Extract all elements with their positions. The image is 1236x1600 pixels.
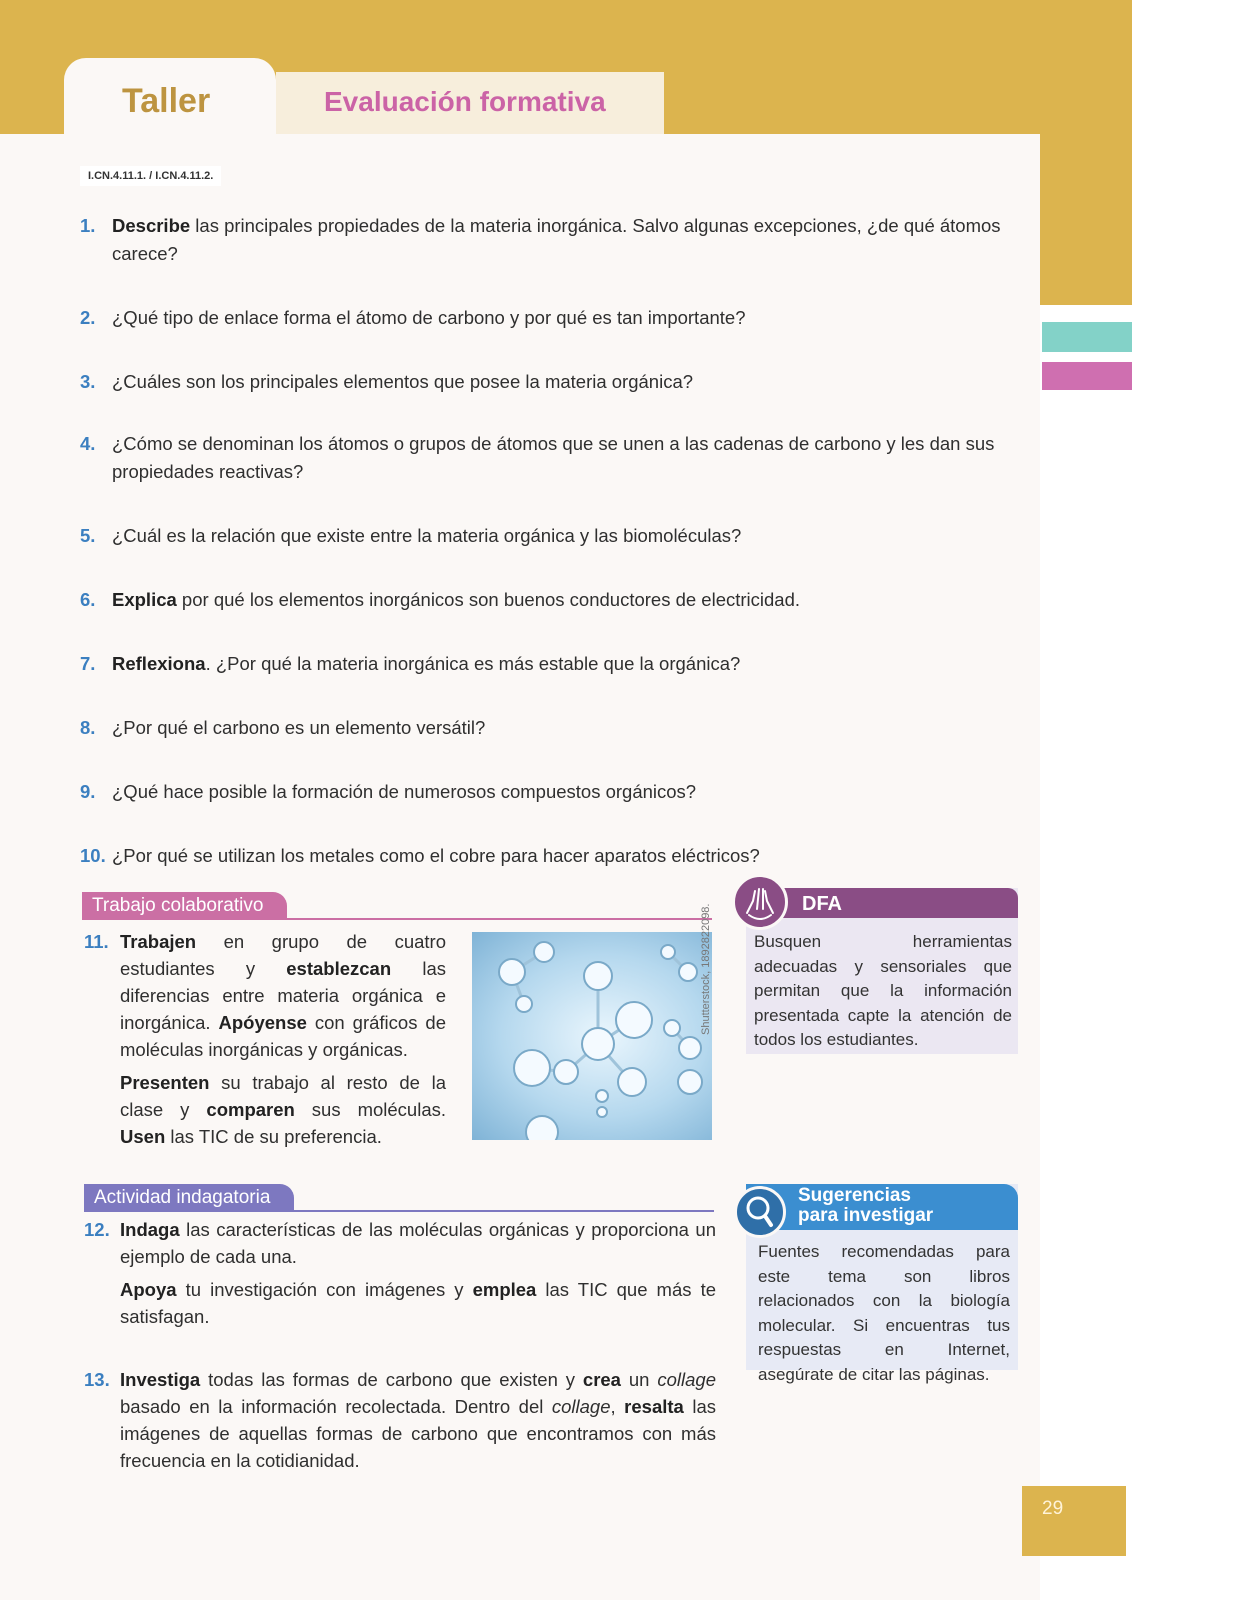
question-body: ¿Por qué el carbono es un elemento versátil? xyxy=(112,717,486,738)
question-11 xyxy=(84,928,446,1150)
text-segment: tu investigación con imágenes y xyxy=(176,1279,473,1300)
actividad-indagatoria-header xyxy=(84,1184,714,1212)
dfa-box xyxy=(746,888,1018,1054)
question-4 xyxy=(80,430,1040,486)
keyword: Investiga xyxy=(120,1369,201,1390)
question-2 xyxy=(80,304,1040,332)
question-number: 3. xyxy=(80,371,96,392)
question-text xyxy=(80,714,1040,742)
question-body: ¿Qué tipo de enlace forma el átomo de carbono y por qué es tan importante? xyxy=(112,307,746,328)
question-keyword: Reflexiona xyxy=(112,653,206,674)
molecules-illustration xyxy=(472,932,712,1140)
keyword: Indaga xyxy=(120,1219,180,1240)
question-7 xyxy=(80,650,1040,678)
question-body: las principales propiedades de la materia inorgánica. Salvo algunas excepciones, ¿de qué átomos carece? xyxy=(112,215,1001,264)
keyword: establezcan xyxy=(286,958,392,979)
question-number: 8. xyxy=(80,717,96,738)
question-body: ¿Por qué se utilizan los metales como el cobre para hacer aparatos eléctricos? xyxy=(112,845,760,866)
question-number: 12. xyxy=(84,1219,110,1240)
section-divider xyxy=(84,1210,714,1212)
question-5 xyxy=(80,522,1040,550)
q12-paragraph-1 xyxy=(84,1216,716,1270)
question-number: 10. xyxy=(80,845,106,866)
tab-taller xyxy=(64,58,276,138)
text-segment: las TIC de su preferencia. xyxy=(165,1126,382,1147)
q12-paragraph-2 xyxy=(84,1276,716,1330)
question-body: ¿Cuál es la relación que existe entre la materia orgánica y las biomoléculas? xyxy=(112,525,742,546)
page-number: 29 xyxy=(1042,1498,1064,1519)
trabajo-colaborativo-header xyxy=(82,892,712,920)
question-text xyxy=(80,586,1040,614)
molecules-image xyxy=(472,932,712,1140)
italic-term: collage xyxy=(657,1369,716,1390)
question-13 xyxy=(84,1366,716,1474)
question-text xyxy=(80,522,1040,550)
question-number: 7. xyxy=(80,653,96,674)
text-segment: un xyxy=(620,1369,658,1390)
question-keyword: Describe xyxy=(112,215,191,236)
text-segment: en grupo de cuatro estudiantes y xyxy=(120,931,446,979)
question-number: 6. xyxy=(80,589,96,610)
question-number: 9. xyxy=(80,781,96,802)
q11-paragraph-1 xyxy=(84,928,446,1063)
q13-paragraph-1 xyxy=(84,1366,716,1474)
question-body: por qué los elementos inorgánicos son buenos conductores de electricidad. xyxy=(176,589,801,610)
question-number: 5. xyxy=(80,525,96,546)
text-segment: , xyxy=(610,1396,625,1417)
tab-evaluacion-label: Evaluación formativa xyxy=(324,86,606,117)
keyword: emplea xyxy=(472,1279,537,1300)
keyword: comparen xyxy=(206,1099,295,1120)
sugerencias-title-line2: para investigar xyxy=(798,1205,934,1226)
sugerencias-text: Fuentes recomendadas para este tema son libros relacionados con la biología molecular. Si encuentras tus respuestas en Internet, asegúrate de citar las páginas. xyxy=(758,1242,1010,1384)
question-8 xyxy=(80,714,1040,742)
trabajo-colaborativo-title: Trabajo colaborativo xyxy=(82,892,287,920)
dfa-text: Busquen herramientas adecuadas y sensoriales que permitan que la información presentada capte la atención de todos los estudiantes. xyxy=(754,932,1012,1049)
sugerencias-header xyxy=(746,1184,1018,1230)
question-text xyxy=(80,212,1040,268)
question-6 xyxy=(80,586,1040,614)
teal-edge-strip xyxy=(1042,322,1132,352)
question-12 xyxy=(84,1216,716,1330)
question-number: 4. xyxy=(80,433,96,454)
question-10 xyxy=(80,842,1040,870)
text-segment: las características de las moléculas orgánicas y proporciona un ejemplo de cada una. xyxy=(120,1219,716,1267)
keyword: crea xyxy=(582,1369,621,1390)
text-segment: todas las formas de carbono que existen y xyxy=(200,1369,583,1390)
keyword: Presenten xyxy=(120,1072,210,1093)
question-9 xyxy=(80,778,1040,806)
text-segment: las diferencias entre materia orgánica e inorgánica. xyxy=(120,958,446,1033)
page-number-tab xyxy=(1022,1486,1126,1556)
section-divider xyxy=(82,918,712,920)
q11-paragraph-2 xyxy=(84,1069,446,1150)
question-text xyxy=(80,304,1040,332)
question-body: . ¿Por qué la materia inorgánica es más estable que la orgánica? xyxy=(205,653,741,674)
question-text xyxy=(80,650,1040,678)
tab-taller-label: Taller xyxy=(122,82,211,120)
question-text xyxy=(80,430,1040,486)
question-number: 1. xyxy=(80,215,96,236)
magnifier-icon xyxy=(734,1186,786,1238)
question-text xyxy=(80,842,1040,870)
question-number: 13. xyxy=(84,1369,110,1390)
sugerencias-title xyxy=(798,1186,933,1226)
text-segment: sus moléculas. xyxy=(294,1099,447,1120)
right-gold-band xyxy=(1040,0,1132,305)
question-body: ¿Qué hace posible la formación de numerosos compuestos orgánicos? xyxy=(112,781,697,802)
text-segment: basado en la información recolectada. Dentro del xyxy=(120,1396,552,1417)
question-text xyxy=(80,368,1040,396)
text-segment: las imágenes de aquellas formas de carbono que encontramos con más frecuencia en la cotidianidad. xyxy=(120,1396,716,1471)
tab-evaluacion xyxy=(276,72,664,134)
text-segment: su trabajo al resto de la clase y xyxy=(120,1072,446,1120)
keyword: Apoya xyxy=(120,1279,177,1300)
sugerencias-box xyxy=(746,1184,1018,1384)
question-number: 2. xyxy=(80,307,96,328)
question-body: ¿Cuáles son los principales elementos que posee la materia orgánica? xyxy=(112,371,694,392)
hands-icon xyxy=(732,874,788,930)
question-text xyxy=(80,778,1040,806)
sugerencias-title-line1: Sugerencias xyxy=(798,1185,911,1206)
text-segment: las TIC que más te satisfagan. xyxy=(120,1279,716,1327)
question-1 xyxy=(80,212,1040,268)
question-body: ¿Cómo se denominan los átomos o grupos de átomos que se unen a las cadenas de carbono y les dan sus propiedades reactivas? xyxy=(112,433,995,482)
pink-edge-strip xyxy=(1042,362,1132,390)
keyword: Apóyense xyxy=(218,1012,307,1033)
indicator-code: I.CN.4.11.1. / I.CN.4.11.2. xyxy=(80,166,221,186)
keyword: Trabajen xyxy=(120,931,197,952)
question-number: 11. xyxy=(84,931,109,952)
actividad-indagatoria-title: Actividad indagatoria xyxy=(84,1184,294,1212)
text-segment: con gráficos de moléculas inorgánicas y orgánicas. xyxy=(120,1012,446,1060)
italic-term: collage xyxy=(551,1396,611,1417)
question-3 xyxy=(80,368,1040,396)
keyword: resalta xyxy=(624,1396,684,1417)
page-gutter xyxy=(1132,0,1236,1600)
question-keyword: Explica xyxy=(112,589,177,610)
dfa-title: DFA xyxy=(802,893,842,915)
keyword: Usen xyxy=(120,1126,166,1147)
